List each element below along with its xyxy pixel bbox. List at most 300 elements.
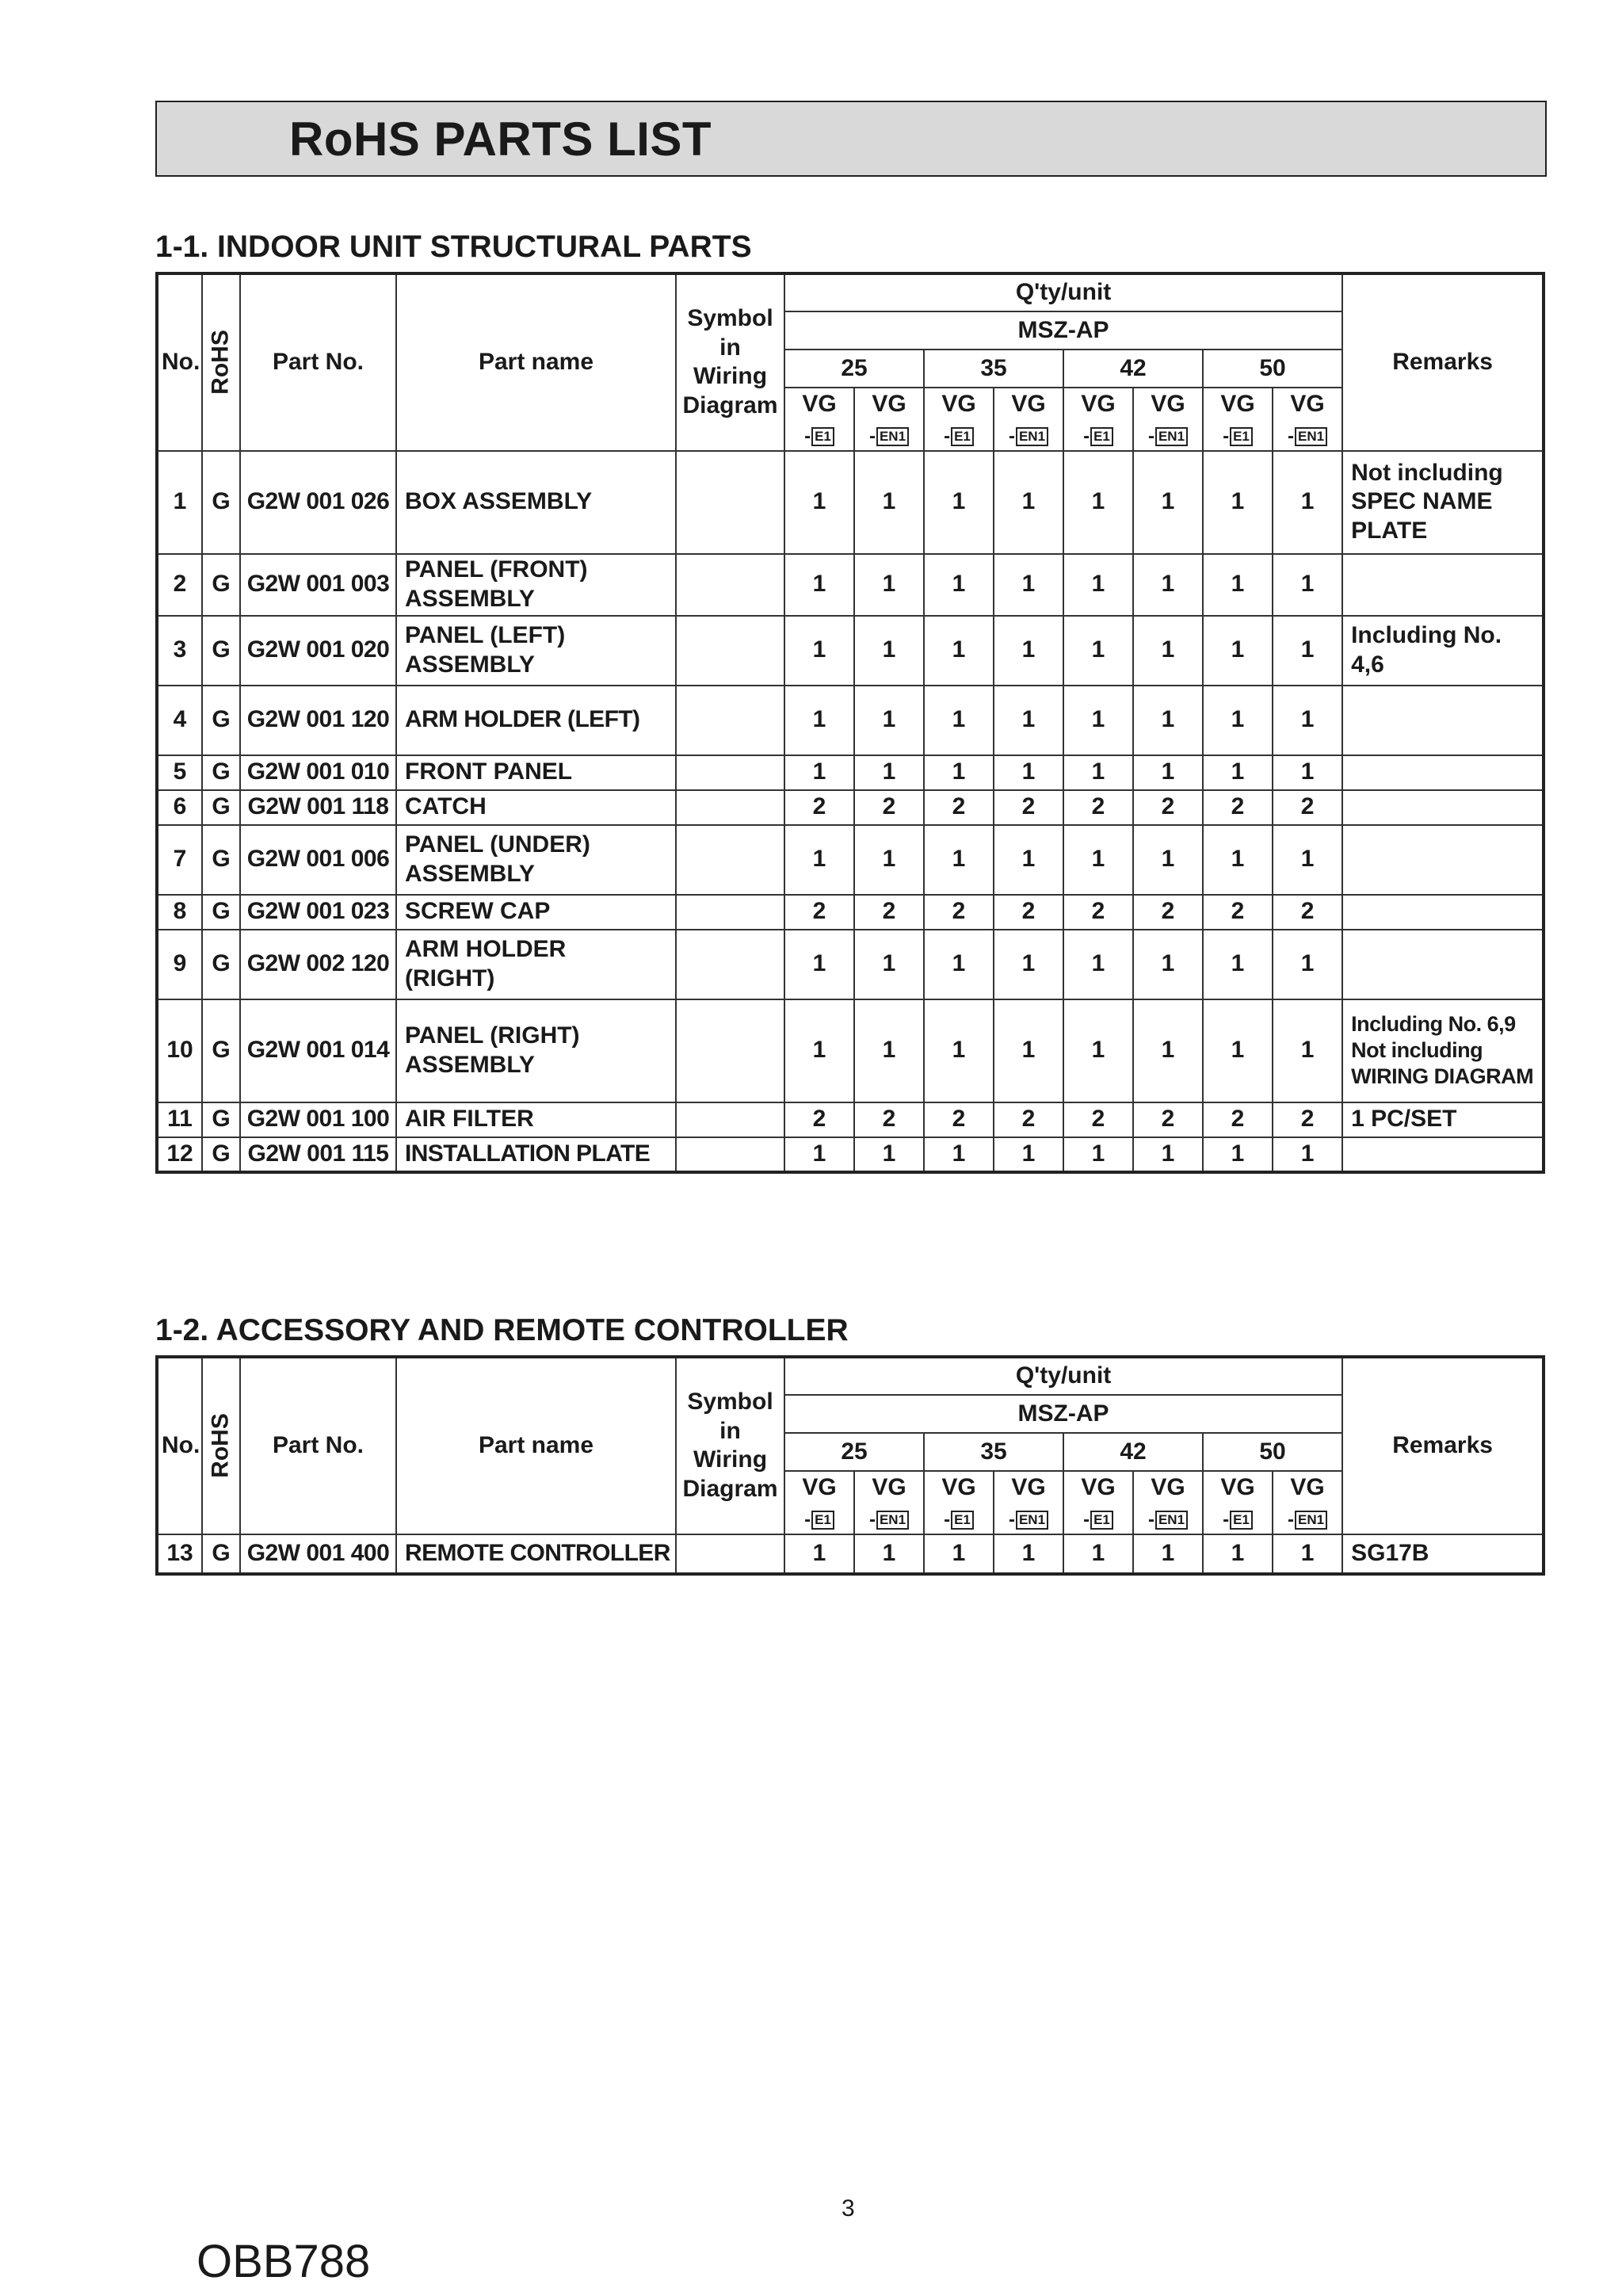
suffix-code: EN1 (1295, 427, 1327, 446)
header-vg-label: VG (1081, 391, 1116, 418)
cell-qty: 1 (854, 825, 924, 895)
cell-no: 8 (157, 895, 202, 930)
cell-no: 11 (157, 1102, 202, 1137)
title-bar (155, 101, 1547, 177)
suffix-dash: - (1008, 1509, 1015, 1530)
cell-symbol (676, 616, 784, 686)
header-size (1203, 1433, 1342, 1471)
cell-part-name (396, 999, 676, 1102)
header-suffix (924, 1504, 994, 1534)
cell-rohs: G (202, 825, 240, 895)
header-remarks-label: Remarks (1392, 1432, 1493, 1458)
header-part-name-label: Part name (478, 349, 594, 375)
cell-qty: 1 (1133, 554, 1203, 616)
cell-qty: 1 (784, 1534, 854, 1574)
cell-remarks (1342, 825, 1544, 895)
cell-remarks (1342, 616, 1544, 686)
cell-qty: 1 (1063, 1137, 1133, 1172)
suffix-dash: - (1008, 426, 1015, 447)
cell-remarks (1342, 451, 1544, 554)
cell-qty: 1 (924, 1534, 994, 1574)
header-vg-label: VG (941, 1474, 976, 1501)
header-size (1063, 350, 1203, 388)
remarks-line: SPEC NAME (1351, 488, 1493, 515)
cell-qty: 2 (784, 895, 854, 930)
cell-qty: 1 (784, 930, 854, 999)
cell-qty: 2 (924, 895, 994, 930)
suffix-code: E1 (1090, 1511, 1113, 1530)
header-model-label: MSZ-AP (1017, 1400, 1109, 1427)
cell-no: 4 (157, 686, 202, 755)
cell-rohs: G (202, 999, 240, 1102)
cell-remarks (1342, 895, 1544, 930)
table-row (157, 616, 1544, 686)
cell-symbol (676, 755, 784, 790)
header-vg (924, 388, 994, 421)
cell-qty: 1 (1273, 686, 1342, 755)
header-vg (1203, 388, 1273, 421)
suffix-badge (1083, 1508, 1113, 1531)
cell-symbol (676, 825, 784, 895)
cell-qty: 1 (1133, 451, 1203, 554)
cell-qty: 1 (994, 554, 1063, 616)
suffix-dash: - (804, 426, 811, 447)
header-vg-label: VG (1290, 1474, 1325, 1501)
cell-part-no: G2W 001 120 (240, 686, 396, 755)
cell-part-name (396, 451, 676, 554)
cell-qty: 1 (1063, 451, 1133, 554)
header-vg (924, 1471, 994, 1504)
cell-part-name (396, 1534, 676, 1574)
part-name-line: ASSEMBLY (405, 651, 535, 678)
cell-qty: 1 (1063, 1534, 1133, 1574)
suffix-code: E1 (951, 1511, 974, 1530)
table-row (157, 1137, 1544, 1172)
cell-qty: 1 (1063, 686, 1133, 755)
cell-qty: 1 (854, 999, 924, 1102)
suffix-dash: - (868, 1509, 876, 1530)
suffix-code: EN1 (1155, 427, 1188, 446)
cell-no: 13 (157, 1534, 202, 1574)
header-size (1063, 1433, 1203, 1471)
cell-qty: 1 (1203, 1534, 1273, 1574)
remarks-line: 1 PC/SET (1351, 1106, 1457, 1133)
cell-qty: 1 (994, 1137, 1063, 1172)
cell-rohs: G (202, 790, 240, 825)
part-name-line: ASSEMBLY (405, 1051, 535, 1078)
cell-no: 10 (157, 999, 202, 1102)
cell-qty: 1 (784, 686, 854, 755)
cell-qty: 1 (854, 930, 924, 999)
suffix-badge (1083, 425, 1113, 448)
cell-qty: 1 (1063, 755, 1133, 790)
header-remarks-label: Remarks (1392, 349, 1493, 375)
cell-remarks (1342, 1102, 1544, 1137)
header-suffix (1203, 1504, 1273, 1534)
part-name-line: CATCH (405, 793, 487, 820)
header-symbol-line: in Wiring (693, 1417, 768, 1473)
cell-part-name (396, 616, 676, 686)
part-name-line: PANEL (LEFT) (405, 622, 566, 648)
cell-qty: 2 (924, 1102, 994, 1137)
header-size-label: 35 (980, 1438, 1007, 1465)
remarks-line: WIRING DIAGRAM (1351, 1064, 1534, 1089)
suffix-badge (1148, 1508, 1188, 1531)
cell-symbol (676, 895, 784, 930)
cell-remarks (1342, 1534, 1544, 1574)
cell-qty: 1 (924, 999, 994, 1102)
header-symbol-line: Symbol (687, 305, 773, 332)
remarks-line: Including No. 6,9 (1351, 1012, 1516, 1037)
suffix-code: E1 (1090, 427, 1113, 446)
suffix-dash: - (1223, 1509, 1230, 1530)
cell-qty: 2 (854, 1102, 924, 1137)
header-no-label: No. (162, 349, 200, 375)
cell-part-no: G2W 001 115 (240, 1137, 396, 1172)
header-vg (1133, 1471, 1203, 1504)
indoor-unit-parts-table (155, 272, 1545, 1174)
cell-part-name (396, 1102, 676, 1137)
cell-rohs: G (202, 1534, 240, 1574)
cell-qty: 1 (1273, 999, 1342, 1102)
cell-qty: 1 (994, 1534, 1063, 1574)
cell-no: 9 (157, 930, 202, 999)
cell-qty: 2 (1203, 790, 1273, 825)
header-suffix (924, 421, 994, 451)
suffix-dash: - (1083, 1509, 1090, 1530)
header-vg (1273, 388, 1342, 421)
cell-qty: 1 (1273, 451, 1342, 554)
cell-part-no: G2W 001 010 (240, 755, 396, 790)
cell-qty: 1 (854, 755, 924, 790)
header-vg-label: VG (802, 391, 837, 418)
cell-qty: 1 (784, 825, 854, 895)
cell-qty: 1 (854, 616, 924, 686)
remarks-line: Not including (1351, 459, 1503, 486)
cell-qty: 1 (924, 930, 994, 999)
header-rohs (202, 273, 240, 451)
cell-qty: 1 (1203, 451, 1273, 554)
cell-qty: 2 (1273, 1102, 1342, 1137)
cell-qty: 2 (854, 895, 924, 930)
header-vg-label: VG (802, 1474, 837, 1501)
remarks-line: Including No. (1351, 622, 1502, 648)
header-vg-label: VG (1290, 391, 1325, 418)
header-vg (784, 388, 854, 421)
cell-no: 6 (157, 790, 202, 825)
cell-qty: 1 (924, 616, 994, 686)
cell-qty: 1 (1063, 554, 1133, 616)
header-vg-label: VG (941, 391, 976, 418)
suffix-badge (1148, 425, 1188, 448)
cell-part-no: G2W 002 120 (240, 930, 396, 999)
cell-symbol (676, 554, 784, 616)
header-remarks (1342, 273, 1544, 451)
accessory-parts-table (155, 1355, 1545, 1576)
header-symbol-line: Symbol (687, 1389, 773, 1415)
suffix-badge (1223, 1508, 1253, 1531)
cell-qty: 1 (1063, 616, 1133, 686)
part-name-line: (RIGHT) (405, 965, 495, 991)
section-heading-accessory: 1-2. ACCESSORY AND REMOTE CONTROLLER (155, 1313, 849, 1347)
cell-part-name (396, 686, 676, 755)
cell-symbol (676, 930, 784, 999)
header-suffix (1063, 1504, 1133, 1534)
remarks-line: SG17B (1351, 1539, 1429, 1566)
page-title: RoHS PARTS LIST (289, 113, 712, 166)
header-rohs (202, 1357, 240, 1534)
cell-qty: 1 (1063, 999, 1133, 1102)
suffix-dash: - (1083, 426, 1090, 447)
header-suffix (784, 421, 854, 451)
cell-rohs: G (202, 755, 240, 790)
cell-part-name (396, 554, 676, 616)
cell-qty: 1 (924, 825, 994, 895)
cell-remarks (1342, 930, 1544, 999)
header-vg-label: VG (1220, 391, 1255, 418)
header-rohs-label: RoHS (207, 1413, 234, 1479)
table-row (157, 755, 1544, 790)
cell-remarks (1342, 999, 1544, 1102)
header-part-no-label: Part No. (272, 349, 364, 375)
suffix-code: EN1 (1016, 427, 1048, 446)
header-vg-label: VG (1151, 391, 1185, 418)
cell-qty: 1 (924, 554, 994, 616)
table-row (157, 451, 1544, 554)
cell-qty: 1 (854, 1137, 924, 1172)
cell-qty: 1 (1273, 930, 1342, 999)
suffix-badge (1009, 1508, 1048, 1531)
header-size-label: 35 (980, 354, 1007, 381)
header-qty (784, 1357, 1342, 1395)
suffix-code: E1 (951, 427, 974, 446)
header-symbol (676, 1357, 784, 1534)
remarks-line: Not including (1351, 1038, 1483, 1063)
cell-remarks (1342, 1137, 1544, 1172)
header-suffix (1273, 1504, 1342, 1534)
header-no-label: No. (162, 1432, 200, 1458)
cell-qty: 2 (1063, 895, 1133, 930)
part-name-line: PANEL (FRONT) (405, 556, 588, 583)
cell-qty: 2 (994, 790, 1063, 825)
cell-qty: 2 (924, 790, 994, 825)
cell-qty: 1 (1203, 1137, 1273, 1172)
header-suffix (1273, 421, 1342, 451)
cell-qty: 1 (1133, 999, 1203, 1102)
cell-qty: 1 (994, 930, 1063, 999)
part-name-line: PANEL (UNDER) (405, 831, 590, 858)
cell-remarks (1342, 554, 1544, 616)
part-name-line: FRONT PANEL (405, 758, 573, 785)
cell-rohs: G (202, 686, 240, 755)
header-vg (784, 1471, 854, 1504)
header-size (784, 350, 924, 388)
cell-symbol (676, 1102, 784, 1137)
cell-qty: 1 (994, 686, 1063, 755)
header-part-name (396, 1357, 676, 1534)
part-name-line: ARM HOLDER (405, 936, 567, 962)
cell-qty: 1 (784, 1137, 854, 1172)
header-suffix (994, 421, 1063, 451)
cell-symbol (676, 686, 784, 755)
suffix-dash: - (1288, 426, 1294, 447)
header-vg-label: VG (872, 391, 906, 418)
header-vg (1203, 1471, 1273, 1504)
cell-part-name (396, 825, 676, 895)
table-row (157, 1534, 1544, 1574)
header-symbol (676, 273, 784, 451)
header-vg-label: VG (872, 1474, 906, 1501)
cell-qty: 2 (1203, 895, 1273, 930)
cell-part-no: G2W 001 026 (240, 451, 396, 554)
cell-part-no: G2W 001 400 (240, 1534, 396, 1574)
suffix-code: E1 (1230, 427, 1253, 446)
cell-remarks (1342, 790, 1544, 825)
cell-rohs: G (202, 554, 240, 616)
cell-qty: 1 (994, 999, 1063, 1102)
suffix-badge (944, 425, 974, 448)
table-row (157, 825, 1544, 895)
cell-part-name (396, 930, 676, 999)
header-qty-label: Q'ty/unit (1015, 1362, 1112, 1389)
cell-qty: 1 (784, 451, 854, 554)
cell-no: 2 (157, 554, 202, 616)
cell-symbol (676, 1137, 784, 1172)
suffix-dash: - (944, 426, 951, 447)
cell-symbol (676, 999, 784, 1102)
suffix-dash: - (868, 426, 876, 447)
header-part-name-label: Part name (478, 1432, 594, 1458)
table-row (157, 999, 1544, 1102)
header-qty-label: Q'ty/unit (1015, 279, 1112, 306)
suffix-badge (869, 1508, 909, 1531)
cell-qty: 1 (994, 616, 1063, 686)
cell-qty: 2 (854, 790, 924, 825)
part-name-line: REMOTE CONTROLLER (405, 1539, 670, 1566)
cell-qty: 2 (1063, 790, 1133, 825)
suffix-code: E1 (811, 1511, 834, 1530)
header-part-no-label: Part No. (272, 1432, 364, 1458)
part-name-line: ASSEMBLY (405, 860, 535, 887)
header-size (784, 1433, 924, 1471)
section-heading-indoor-unit: 1-1. INDOOR UNIT STRUCTURAL PARTS (155, 230, 752, 264)
cell-qty: 2 (1063, 1102, 1133, 1137)
cell-qty: 1 (924, 451, 994, 554)
cell-qty: 1 (784, 616, 854, 686)
remarks-line: PLATE (1351, 517, 1428, 544)
cell-part-no: G2W 001 003 (240, 554, 396, 616)
cell-part-no: G2W 001 118 (240, 790, 396, 825)
cell-no: 3 (157, 616, 202, 686)
cell-qty: 2 (784, 790, 854, 825)
header-suffix (1063, 421, 1133, 451)
cell-rohs: G (202, 616, 240, 686)
header-model-label: MSZ-AP (1017, 316, 1109, 343)
header-vg-label: VG (1220, 1474, 1255, 1501)
header-size-label: 25 (841, 354, 868, 381)
header-model (784, 311, 1342, 350)
cell-qty: 1 (1203, 686, 1273, 755)
header-vg (854, 1471, 924, 1504)
suffix-badge (944, 1508, 974, 1531)
cell-qty: 1 (1273, 825, 1342, 895)
cell-rohs: G (202, 451, 240, 554)
part-name-line: ASSEMBLY (405, 585, 535, 612)
cell-qty: 1 (1203, 999, 1273, 1102)
cell-qty: 2 (1133, 1102, 1203, 1137)
table-row (157, 1102, 1544, 1137)
table-row (157, 686, 1544, 755)
cell-qty: 1 (994, 755, 1063, 790)
page-number: 3 (842, 2195, 855, 2222)
cell-qty: 1 (1203, 554, 1273, 616)
cell-qty: 1 (784, 999, 854, 1102)
suffix-dash: - (1288, 1509, 1294, 1530)
header-size (924, 1433, 1063, 1471)
suffix-badge (869, 425, 909, 448)
header-vg (994, 388, 1063, 421)
header-vg (854, 388, 924, 421)
suffix-badge (1009, 425, 1048, 448)
cell-qty: 2 (1273, 790, 1342, 825)
cell-remarks (1342, 755, 1544, 790)
suffix-code: EN1 (1155, 1511, 1188, 1530)
suffix-badge (804, 1508, 834, 1531)
cell-qty: 1 (1133, 616, 1203, 686)
cell-qty: 1 (1133, 1534, 1203, 1574)
cell-part-name (396, 755, 676, 790)
cell-rohs: G (202, 895, 240, 930)
cell-qty: 1 (924, 686, 994, 755)
suffix-code: EN1 (1016, 1511, 1048, 1530)
table-row (157, 930, 1544, 999)
cell-qty: 1 (1203, 616, 1273, 686)
header-part-no (240, 273, 396, 451)
cell-qty: 1 (1133, 686, 1203, 755)
suffix-dash: - (1147, 1509, 1154, 1530)
suffix-badge (804, 425, 834, 448)
header-vg-label: VG (1151, 1474, 1185, 1501)
suffix-code: E1 (811, 427, 834, 446)
cell-part-name (396, 790, 676, 825)
header-vg (1273, 1471, 1342, 1504)
suffix-code: EN1 (876, 1511, 909, 1530)
header-suffix (994, 1504, 1063, 1534)
part-name-line: AIR FILTER (405, 1106, 534, 1133)
suffix-code: E1 (1230, 1511, 1253, 1530)
cell-qty: 1 (1273, 1137, 1342, 1172)
cell-qty: 1 (1203, 755, 1273, 790)
header-suffix (1133, 1504, 1203, 1534)
cell-qty: 1 (1133, 1137, 1203, 1172)
header-rohs-label: RoHS (207, 330, 234, 395)
cell-qty: 1 (924, 1137, 994, 1172)
cell-no: 1 (157, 451, 202, 554)
cell-qty: 1 (994, 451, 1063, 554)
cell-part-name (396, 1137, 676, 1172)
header-vg (1063, 1471, 1133, 1504)
cell-rohs: G (202, 1102, 240, 1137)
part-name-line: PANEL (RIGHT) (405, 1022, 580, 1049)
header-part-no (240, 1357, 396, 1534)
header-row (157, 273, 1544, 311)
header-symbol-line: Diagram (682, 1475, 778, 1502)
cell-part-no: G2W 001 006 (240, 825, 396, 895)
cell-qty: 1 (854, 554, 924, 616)
cell-part-no: G2W 001 100 (240, 1102, 396, 1137)
cell-qty: 1 (1273, 755, 1342, 790)
cell-part-no: G2W 001 023 (240, 895, 396, 930)
